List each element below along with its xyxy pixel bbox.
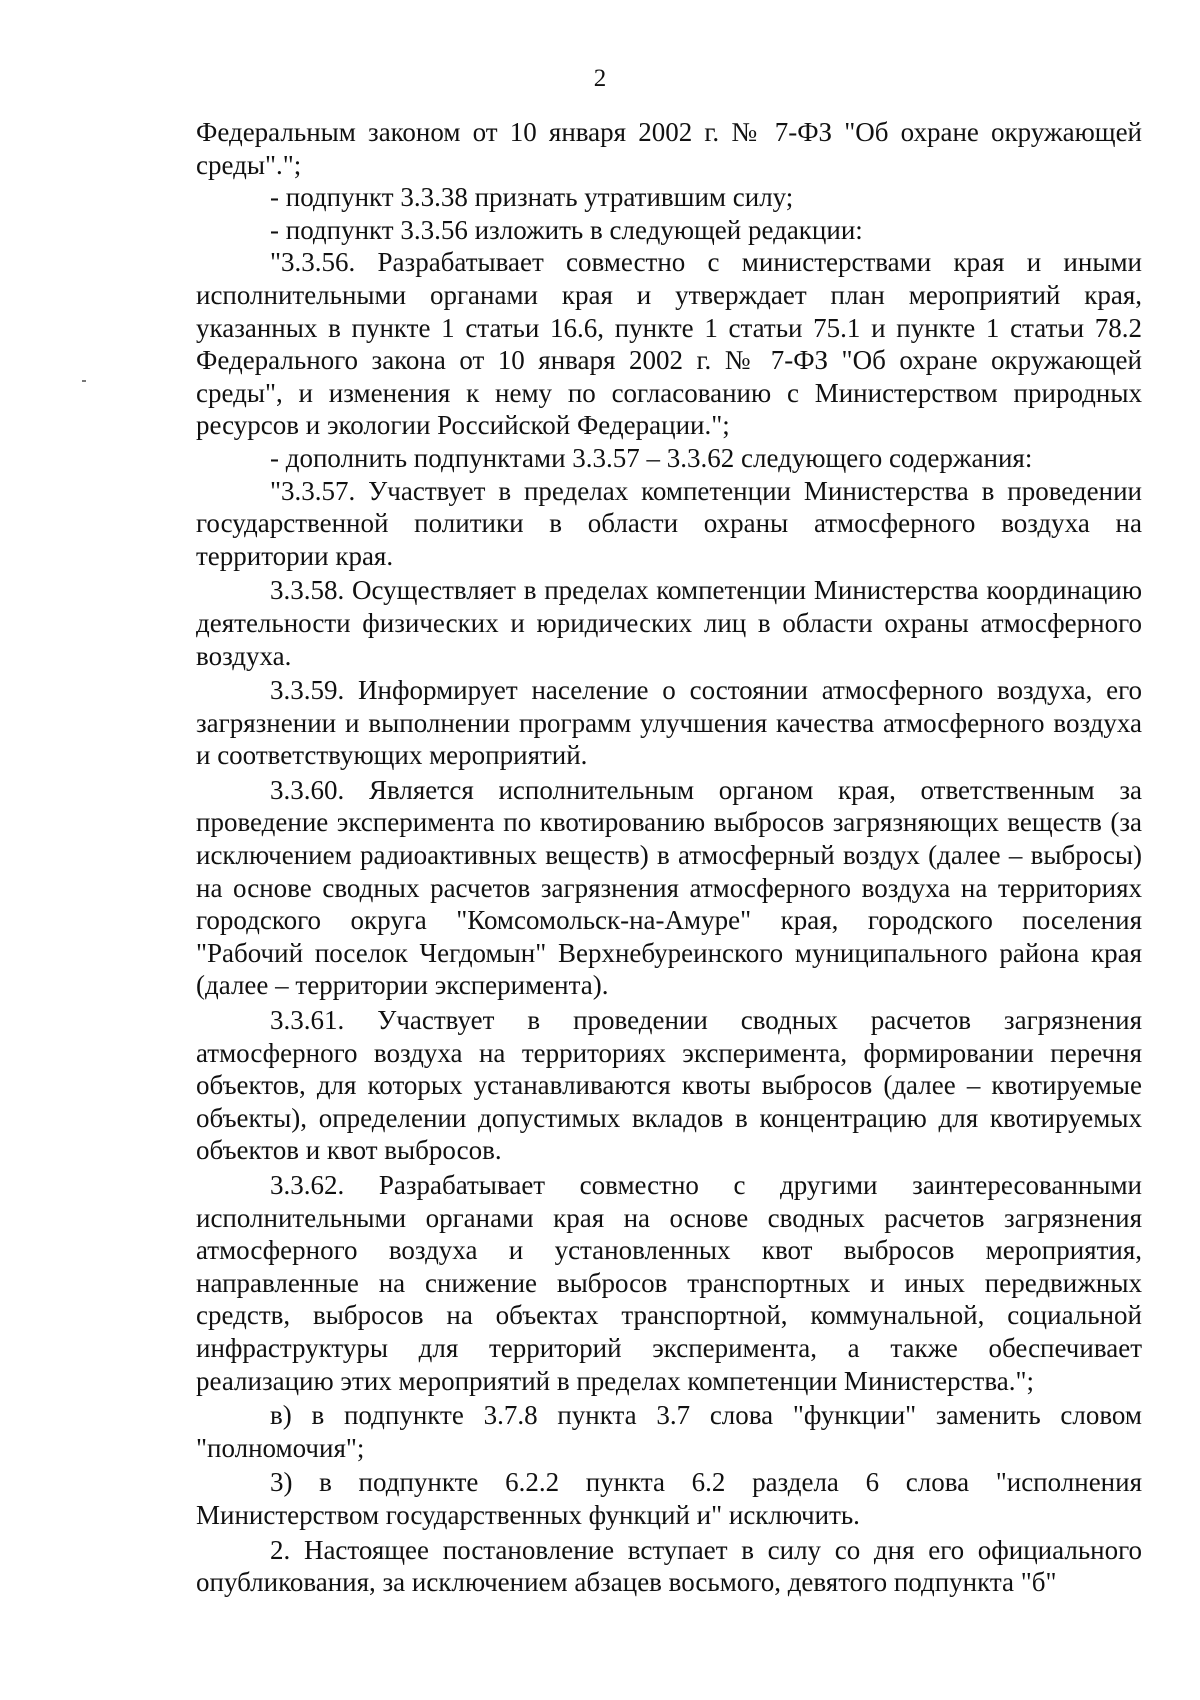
scan-artifact	[82, 380, 86, 382]
paragraph-3-3-57: "3.3.57. Участвует в пределах компетенции Министерства в проведении государственной политики в области охраны атмосферного воздуха на территории края.	[196, 475, 1142, 571]
paragraph-add-subitems: - дополнить подпунктами 3.3.57 – 3.3.62 следующего содержания:	[270, 442, 1033, 473]
page-number: 2	[593, 65, 607, 92]
paragraph-subitem-3-3-56-intro: - подпункт 3.3.56 изложить в следующей редакции:	[270, 214, 863, 245]
paragraph-continuation: Федеральным законом от 10 января 2002 г. № 7-ФЗ "Об охране окружающей среды".";	[196, 117, 1142, 180]
paragraph-3-3-61: 3.3.61. Участвует в проведении сводных расчетов загрязнения атмосферного воздуха на территориях эксперимента, формировании перечня объектов, для которых устанавливаются квоты выбросов (далее – квотируемые объекты), определении допустимых вкладов в концентрацию для квотируемых объектов и квот выбросов.	[196, 1005, 1142, 1166]
paragraph-3-3-60: 3.3.60. Является исполнительным органом края, ответственным за проведение эксперимента по квотированию выбросов загрязняющих веществ (за исключением радиоактивных веществ) в атмосферный воздух (далее – выбросы) на основе сводных расчетов загрязнения атмосферного воздуха на территориях городского округа "Комсомольск-на-Амуре" края, городского поселения "Рабочий поселок Чегдомын" Верхнебуреинского муниципального района края (далее – территории эксперимента).	[196, 774, 1142, 1001]
paragraph-item-3: 3) в подпункте 6.2.2 пункта 6.2 раздела 6 слова "исполнения Министерством государственных функций и" исключить.	[196, 1467, 1142, 1530]
paragraph-3-3-56: "3.3.56. Разрабатывает совместно с министерствами края и иными исполнительными органами края и утверждает план мероприятий края, указанных в пункте 1 статьи 16.6, пункте 1 статьи 75.1 и пункте 1 статьи 78.2 Федерального закона от 10 января 2002 г. № 7-ФЗ "Об охране окружающей среды", и изменения к нему по согласованию с Министерством природных ресурсов и экологии Российской Федерации.";	[196, 247, 1142, 441]
paragraph-3-3-59: 3.3.59. Информирует население о состоянии атмосферного воздуха, его загрязнении и выполнении программ улучшения качества атмосферного воздуха и соответствующих мероприятий.	[196, 675, 1142, 771]
paragraph-3-3-62: 3.3.62. Разрабатывает совместно с другими заинтересованными исполнительными органами края на основе сводных расчетов загрязнения атмосферного воздуха и установленных квот выбросов мероприятия, направленные на снижение выбросов транспортных и иных передвижных средств, выбросов на объектах транспортной, коммунальной, социальной инфраструктуры для территорий эксперимента, а также обеспечивает реализацию этих мероприятий в пределах компетенции Министерства.";	[196, 1170, 1142, 1396]
document-body	[196, 116, 1142, 1599]
paragraph-3-3-58: 3.3.58. Осуществляет в пределах компетенции Министерства координацию деятельности физических и юридических лиц в области охраны атмосферного воздуха.	[196, 575, 1142, 671]
paragraph-item-v: в) в подпункте 3.7.8 пункта 3.7 слова "функции" заменить словом "полномочия";	[196, 1400, 1142, 1463]
paragraph-item-2: 2. Настоящее постановление вступает в силу со дня его официального опубликования, за исключением абзацев восьмого, девятого подпункта "б"	[196, 1534, 1142, 1598]
paragraph-subitem-3-3-38: - подпункт 3.3.38 признать утратившим силу;	[270, 182, 794, 213]
